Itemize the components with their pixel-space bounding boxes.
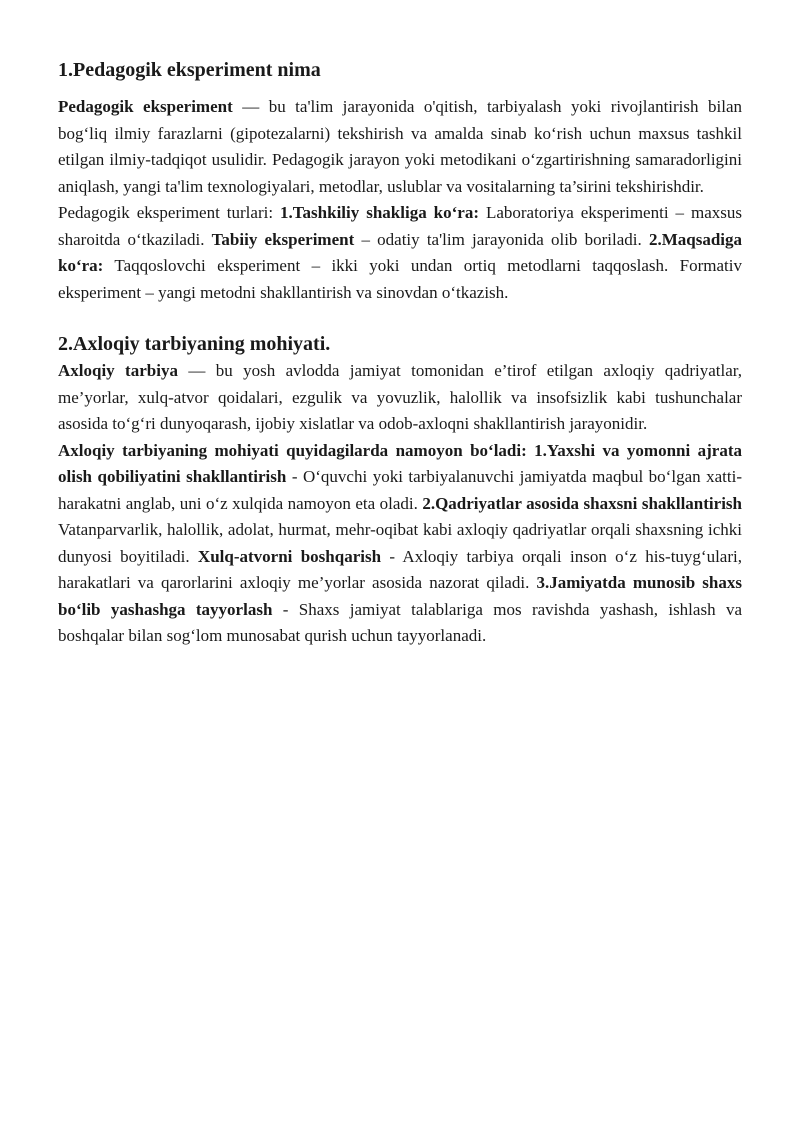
types-text-2: – odatiy ta'lim jarayonida olib boriladi. bbox=[354, 229, 649, 249]
essence-heading-2: 2.Qadriyatlar asosida shaxsni shakllantirish bbox=[422, 493, 742, 513]
section-spacer bbox=[58, 306, 742, 330]
essence-heading-xulq: Xulq-atvorni boshqarish bbox=[197, 546, 382, 566]
types-heading-1: 1.Tashkiliy shakliga ko‘ra: bbox=[280, 203, 479, 222]
term-axloqiy-tarbiya: Axloqiy tarbiya bbox=[58, 361, 178, 380]
definition-text: — bu ta'lim jarayonida o'qitish, tarbiyalash yoki rivojlantirish bilan bog‘liq ilmiy farazlarni (gipotezalarni) tekshirish va amalda sinab ko‘rish uchun maxsus tashkil etilgan ilmiy-tadqiqot usulidir. Pedagogik jarayon yoki metodikani o‘zgartirishning samaradorligini aniqlash, yangi ta'lim texnologiyalari, metodlar, uslublar va vositalarning ta’sirini tekshirishdir. bbox=[58, 97, 742, 196]
types-heading-tabiiy: Tabiiy eksperiment bbox=[211, 229, 355, 249]
section1-paragraph-definition bbox=[58, 94, 742, 200]
essence-text-4: - Shaxs jamiyat talablariga mos ravishda yashash, ishlash va boshqalar bilan sog‘lom munosabat qurish uchun tayyorlanadi. bbox=[58, 599, 742, 645]
essence-heading-1: Axloqiy tarbiyaning mohiyati quyidagilarda namoyon bo‘ladi: 1.Yaxshi va yomonni ajrata olish qobiliyatini shakllantirish bbox=[58, 440, 742, 486]
types-text-3: Taqqoslovchi eksperiment – ikki yoki undan ortiq metodlarni taqqoslash. Formativ eksperiment – yangi metodni shakllantirish va sinovdan o‘tkazish. bbox=[58, 256, 742, 302]
document-page bbox=[58, 56, 742, 650]
essence-text-1: - O‘quvchi yoki tarbiyalanuvchi jamiyatda maqbul bo‘lgan xatti-harakatni anglab, uni o‘z xulqida namoyon eta oladi. bbox=[58, 467, 742, 513]
section2-paragraph-essence bbox=[58, 438, 742, 650]
types-text-1: Laboratoriya eksperimenti – maxsus sharoitda o‘tkaziladi. bbox=[58, 203, 742, 249]
types-intro: Pedagogik eksperiment turlari: bbox=[58, 203, 281, 222]
essence-text-3: - Axloqiy tarbiya orqali inson o‘z his-tuyg‘ulari, harakatlari va qarorlarini axloqiy me’yorlar asosida nazorat qiladi. bbox=[58, 546, 742, 592]
section2-paragraph-definition bbox=[58, 358, 742, 438]
section1-paragraph-types bbox=[58, 200, 742, 306]
essence-heading-3: 3.Jamiyatda munosib shaxs bo‘lib yashashga tayyorlash bbox=[58, 573, 742, 619]
essence-text-2: Vatanparvarlik, halollik, adolat, hurmat, mehr-oqibat kabi axloqiy qadriyatlar orqali shaxsning ichki dunyosi boyitiladi. bbox=[58, 520, 742, 566]
types-heading-2: 2.Maqsadiga ko‘ra: bbox=[58, 229, 742, 275]
section2-heading: 2.Axloqiy tarbiyaning mohiyati. bbox=[58, 333, 331, 355]
definition-text: — bu yosh avlodda jamiyat tomonidan e’tirof etilgan axloqiy qadriyatlar, me’yorlar, xulq-atvor qoidalari, ezgulik va yovuzlik, halollik va insofsizlik kabi tushunchalar asosida to‘g‘ri dunyoqarash, ijobiy xislatlar va odob-axloqni shakllantirish jarayonidir. bbox=[58, 361, 743, 433]
term-pedagogik-eksperiment: Pedagogik eksperiment bbox=[58, 97, 233, 116]
section1-heading: 1.Pedagogik eksperiment nima bbox=[58, 59, 321, 81]
